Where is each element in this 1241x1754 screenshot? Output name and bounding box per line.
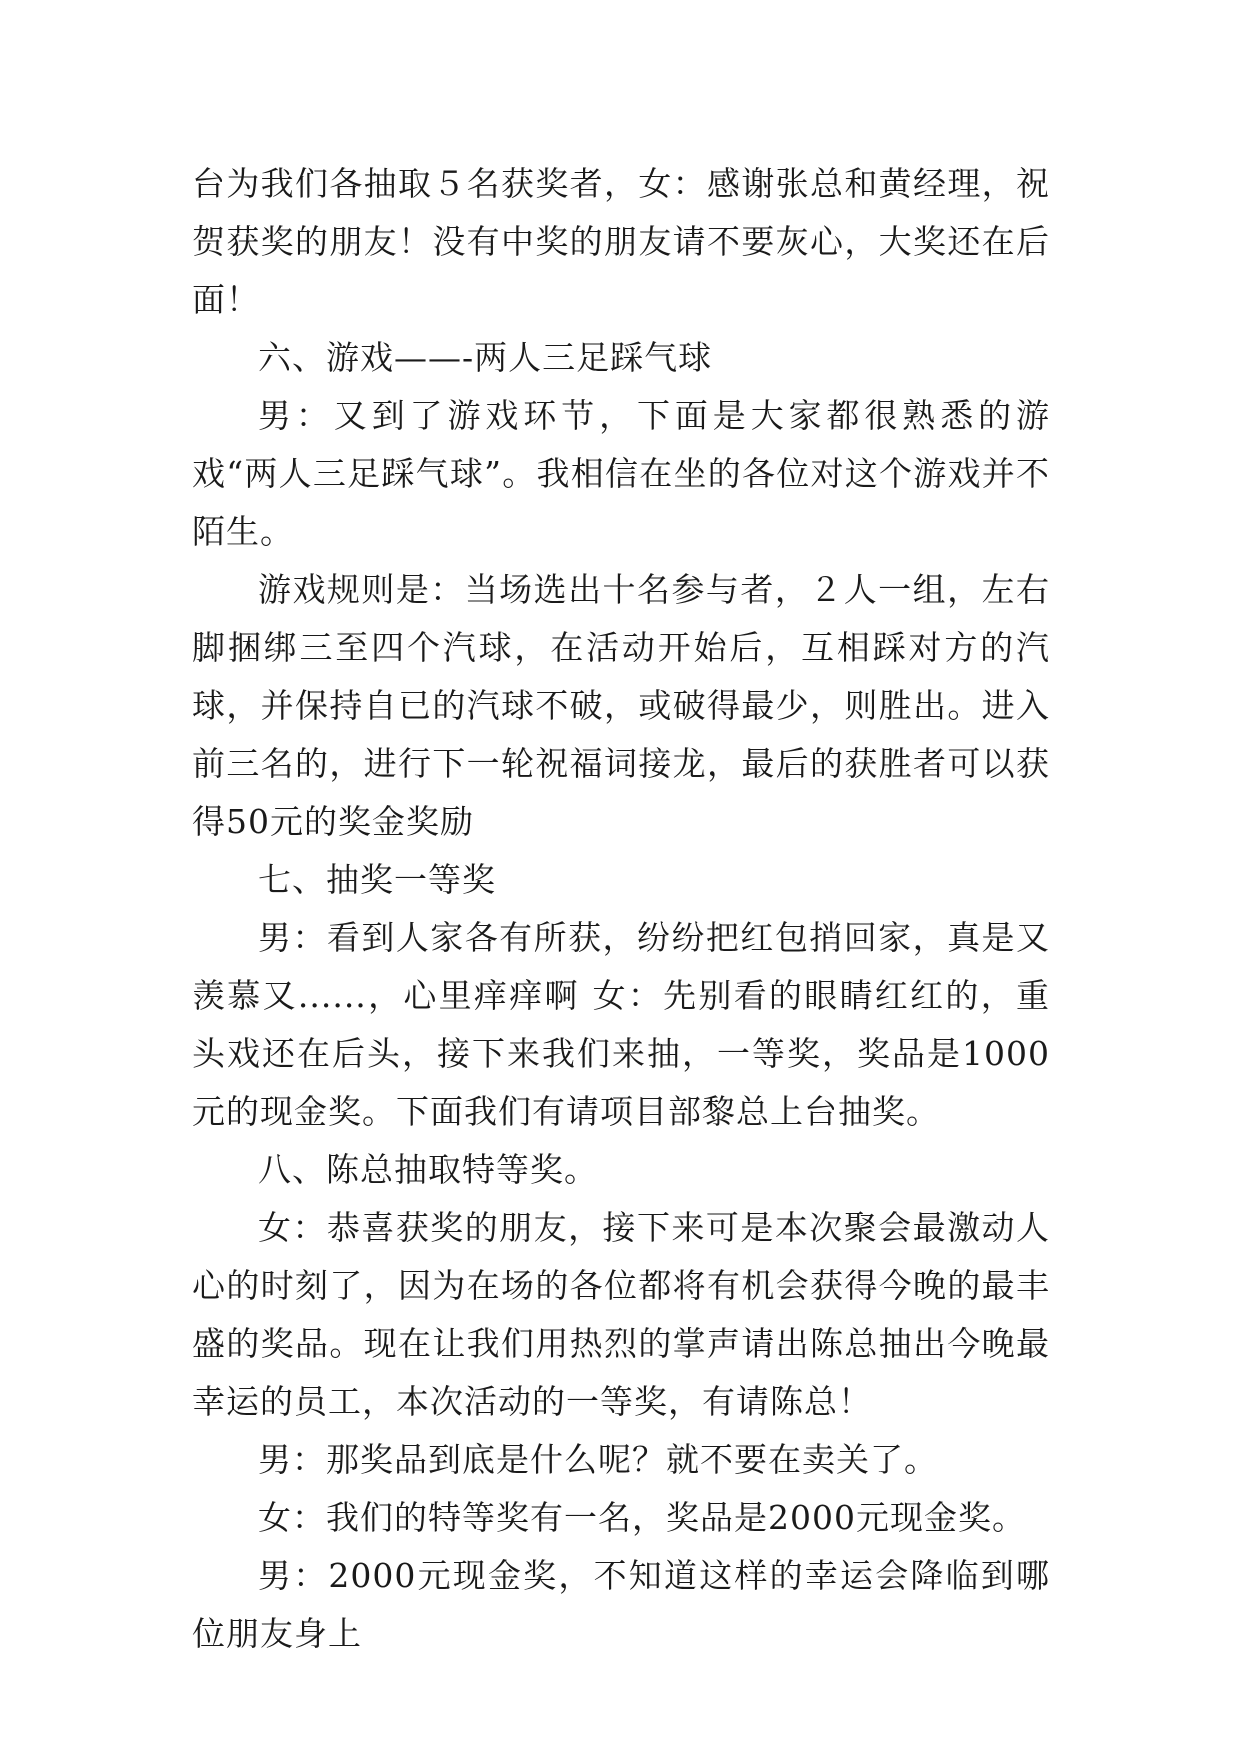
- paragraph-continuation: 台为我们各抽取５名获奖者，女：感谢张总和黄经理，祝贺获奖的朋友！没有中奖的朋友请不要灰心，大奖还在后面！: [192, 164, 1050, 319]
- paragraph-male-game-intro: 男：又到了游戏环节，下面是大家都很熟悉的游戏“两人三足踩气球”。我相信在坐的各位对这个游戏并不陌生。: [192, 396, 1050, 551]
- paragraph-male-closing: 男：2000元现金奖，不知道这样的幸运会降临到哪位朋友身上: [192, 1556, 1050, 1653]
- paragraph-female-grand-prize: 女：恭喜获奖的朋友，接下来可是本次聚会最激动人心的时刻了，因为在场的各位都将有机会获得今晚的最丰盛的奖品。现在让我们用热烈的掌声请出陈总抽出今晚最幸运的员工，本次活动的一等奖，有请陈总！: [192, 1208, 1050, 1421]
- paragraph-first-prize-dialogue: 男：看到人家各有所获，纷纷把红包捎回家，真是又羡慕又......，心里痒痒啊 女：先别看的眼睛红红的，重头戏还在后头，接下来我们来抽，一等奖，奖品是1000元的现金奖。下面我们有请项目部黎总上台抽奖。: [192, 918, 1050, 1131]
- section-heading-game: 六、游戏——-两人三足踩气球: [258, 338, 713, 377]
- document-body: [192, 155, 1050, 1663]
- paragraph-game-rules: 游戏规则是：当场选出十名参与者，２人一组，左右脚捆绑三至四个汽球，在活动开始后，互相踩对方的汽球，并保持自已的汽球不破，或破得最少，则胜出。进入前三名的，进行下一轮祝福词接龙，最后的获胜者可以获得50元的奖金奖励: [192, 570, 1050, 841]
- paragraph-male-question: 男：那奖品到底是什么呢？就不要在卖关了。: [258, 1440, 938, 1479]
- section-heading-grand-prize: 八、陈总抽取特等奖。: [258, 1150, 598, 1189]
- section-heading-first-prize: 七、抽奖一等奖: [258, 860, 496, 899]
- paragraph-female-prize-amount: 女：我们的特等奖有一名，奖品是2000元现金奖。: [258, 1498, 1026, 1537]
